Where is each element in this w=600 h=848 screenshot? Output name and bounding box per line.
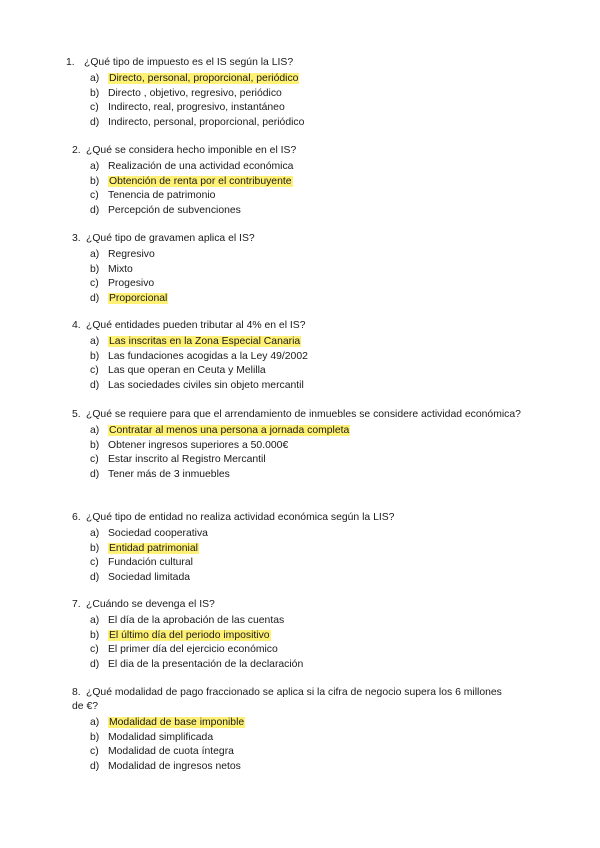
option-letter: d) [90, 205, 100, 217]
question-number: 7. [72, 599, 81, 610]
option-text: Sociedad cooperativa [108, 528, 208, 539]
option-text: El dia de la presentación de la declaración [108, 659, 304, 671]
option-letter: c) [90, 746, 99, 758]
option-text: El día de la aprobación de las cuentas [108, 615, 285, 626]
option-text: Las que operan en Ceuta y Melilla [108, 365, 266, 377]
question-text [72, 144, 528, 158]
option-text: Las fundaciones acogidas a la Ley 49/2002 [108, 350, 308, 362]
options-list [72, 424, 528, 483]
option [90, 292, 528, 307]
option-letter: d) [90, 761, 100, 773]
option [90, 204, 528, 219]
option-text-highlighted: Directo, personal, proporcional, periódico [109, 73, 299, 84]
question-prompt: ¿Qué se requiere para que el arrendamiento de inmuebles se considere actividad económica? [86, 409, 521, 420]
question-2 [72, 144, 528, 219]
option-text-highlighted: El último día del periodo impositivo [109, 629, 270, 641]
option-text: Sociedad limitada [108, 572, 191, 584]
question-prompt: ¿Qué tipo de impuesto es el IS según la LIS? [84, 57, 294, 68]
option-text: Indirecto, personal, proporcional, periódico [108, 117, 305, 129]
question-prompt: ¿Qué tipo de gravamen aplica el IS? [86, 233, 255, 244]
question-number: 5. [72, 409, 81, 420]
question-prompt: ¿Qué modalidad de pago fraccionado se aplica si la cifra de negocio supera los 6 millones de €? [72, 687, 502, 712]
question-6 [72, 511, 528, 586]
option [90, 643, 528, 658]
question-text [72, 408, 528, 422]
question-text [72, 598, 528, 612]
option-letter: b) [90, 263, 100, 275]
option [90, 468, 528, 483]
option-letter: b) [90, 439, 100, 451]
option-letter: c) [90, 365, 99, 377]
question-number: 4. [72, 320, 81, 331]
option-letter: b) [90, 175, 100, 187]
option-letter: c) [90, 454, 99, 466]
option-text: Tenencia de patrimonio [108, 190, 216, 202]
option-text: Indirecto, real, progresivo, instantáneo [108, 102, 285, 114]
option-letter: c) [90, 190, 99, 202]
option-letter: a) [90, 717, 100, 728]
option-text: Mixto [108, 263, 133, 275]
option-text: Percepción de subvenciones [108, 205, 241, 217]
option [90, 277, 528, 292]
option-text: Obtener ingresos superiores a 50.000€ [108, 439, 289, 451]
question-8 [72, 686, 528, 775]
option-letter: c) [90, 557, 99, 569]
question-prompt: ¿Cuándo se devenga el IS? [86, 599, 215, 610]
option-text: Realización de una actividad económica [108, 161, 294, 172]
option-text-highlighted: Proporcional [109, 293, 168, 305]
question-text [66, 56, 528, 70]
option-letter: d) [90, 572, 100, 584]
option [90, 745, 528, 760]
option-text: Tener más de 3 inmuebles [108, 469, 230, 481]
option [90, 731, 528, 746]
option-letter: c) [90, 278, 99, 290]
question-text [72, 232, 528, 246]
option-text: El primer día del ejercicio económico [108, 644, 278, 656]
question-number: 2. [72, 145, 81, 156]
question-number: 6. [72, 512, 81, 523]
question-prompt: ¿Qué entidades pueden tributar al 4% en el IS? [86, 320, 306, 331]
option-letter: d) [90, 293, 100, 305]
option-text-highlighted: Modalidad de base imponible [109, 717, 245, 728]
option-letter: a) [90, 528, 100, 539]
option [90, 72, 528, 87]
question-1 [66, 56, 528, 131]
option-text: Modalidad simplificada [108, 731, 214, 743]
option [90, 424, 528, 439]
option-letter: c) [90, 644, 99, 656]
option [90, 116, 528, 131]
options-list [72, 72, 528, 131]
option [90, 379, 528, 394]
option-text: Directo , objetivo, regresivo, periódico [108, 87, 282, 99]
option [90, 571, 528, 586]
question-5 [72, 408, 528, 483]
option-letter: a) [90, 249, 100, 260]
question-text [72, 319, 528, 333]
question-number: 3. [72, 233, 81, 244]
options-list [72, 527, 528, 586]
option-letter: d) [90, 469, 100, 481]
option-text: Modalidad de cuota íntegra [108, 746, 234, 758]
question-prompt: ¿Qué tipo de entidad no realiza actividad económica según la LIS? [86, 512, 395, 523]
option-text: Estar inscrito al Registro Mercantil [108, 454, 266, 466]
option [90, 556, 528, 571]
option-text-highlighted: Obtención de renta por el contribuyente [109, 175, 292, 187]
option [90, 189, 528, 204]
question-4 [72, 319, 528, 394]
option [90, 175, 528, 190]
option [90, 160, 528, 175]
question-3 [72, 232, 528, 307]
options-list [72, 335, 528, 394]
option [90, 439, 528, 454]
options-list [72, 716, 528, 775]
option [90, 350, 528, 365]
option-text-highlighted: Contratar al menos una persona a jornada completa [109, 425, 350, 436]
option [90, 760, 528, 775]
question-7 [72, 598, 528, 673]
option-letter: b) [90, 629, 100, 641]
option [90, 614, 528, 629]
question-text [72, 511, 528, 525]
option-letter: c) [90, 102, 99, 114]
option [90, 542, 528, 557]
options-list [72, 614, 528, 673]
options-list [72, 160, 528, 219]
question-prompt: ¿Qué se considera hecho imponible en el IS? [86, 145, 297, 156]
option-text: Las sociedades civiles sin objeto mercantil [108, 380, 304, 392]
option [90, 629, 528, 644]
option [90, 453, 528, 468]
option-letter: b) [90, 350, 100, 362]
option [90, 248, 528, 263]
option-letter: b) [90, 87, 100, 99]
option-letter: a) [90, 615, 100, 626]
option-letter: a) [90, 161, 100, 172]
option-letter: d) [90, 380, 100, 392]
option-text: Progesivo [108, 278, 155, 290]
option [90, 716, 528, 731]
question-number: 8. [72, 687, 81, 698]
option [90, 87, 528, 102]
option-text: Modalidad de ingresos netos [108, 761, 241, 773]
option-text: Regresivo [108, 249, 155, 260]
option [90, 335, 528, 350]
option-letter: a) [90, 73, 100, 84]
option-letter: b) [90, 731, 100, 743]
option [90, 658, 528, 673]
option-letter: a) [90, 425, 100, 436]
options-list [72, 248, 528, 307]
option-letter: b) [90, 542, 100, 554]
option [90, 263, 528, 278]
option-letter: d) [90, 117, 100, 129]
option [90, 101, 528, 116]
question-number: 1. [66, 57, 75, 68]
option-letter: a) [90, 336, 100, 347]
option [90, 364, 528, 379]
option [90, 527, 528, 542]
option-letter: d) [90, 659, 100, 671]
option-text: Fundación cultural [108, 557, 193, 569]
question-text [72, 686, 512, 714]
option-text-highlighted: Entidad patrimonial [109, 542, 198, 554]
option-text-highlighted: Las inscritas en la Zona Especial Canaria [109, 336, 301, 347]
